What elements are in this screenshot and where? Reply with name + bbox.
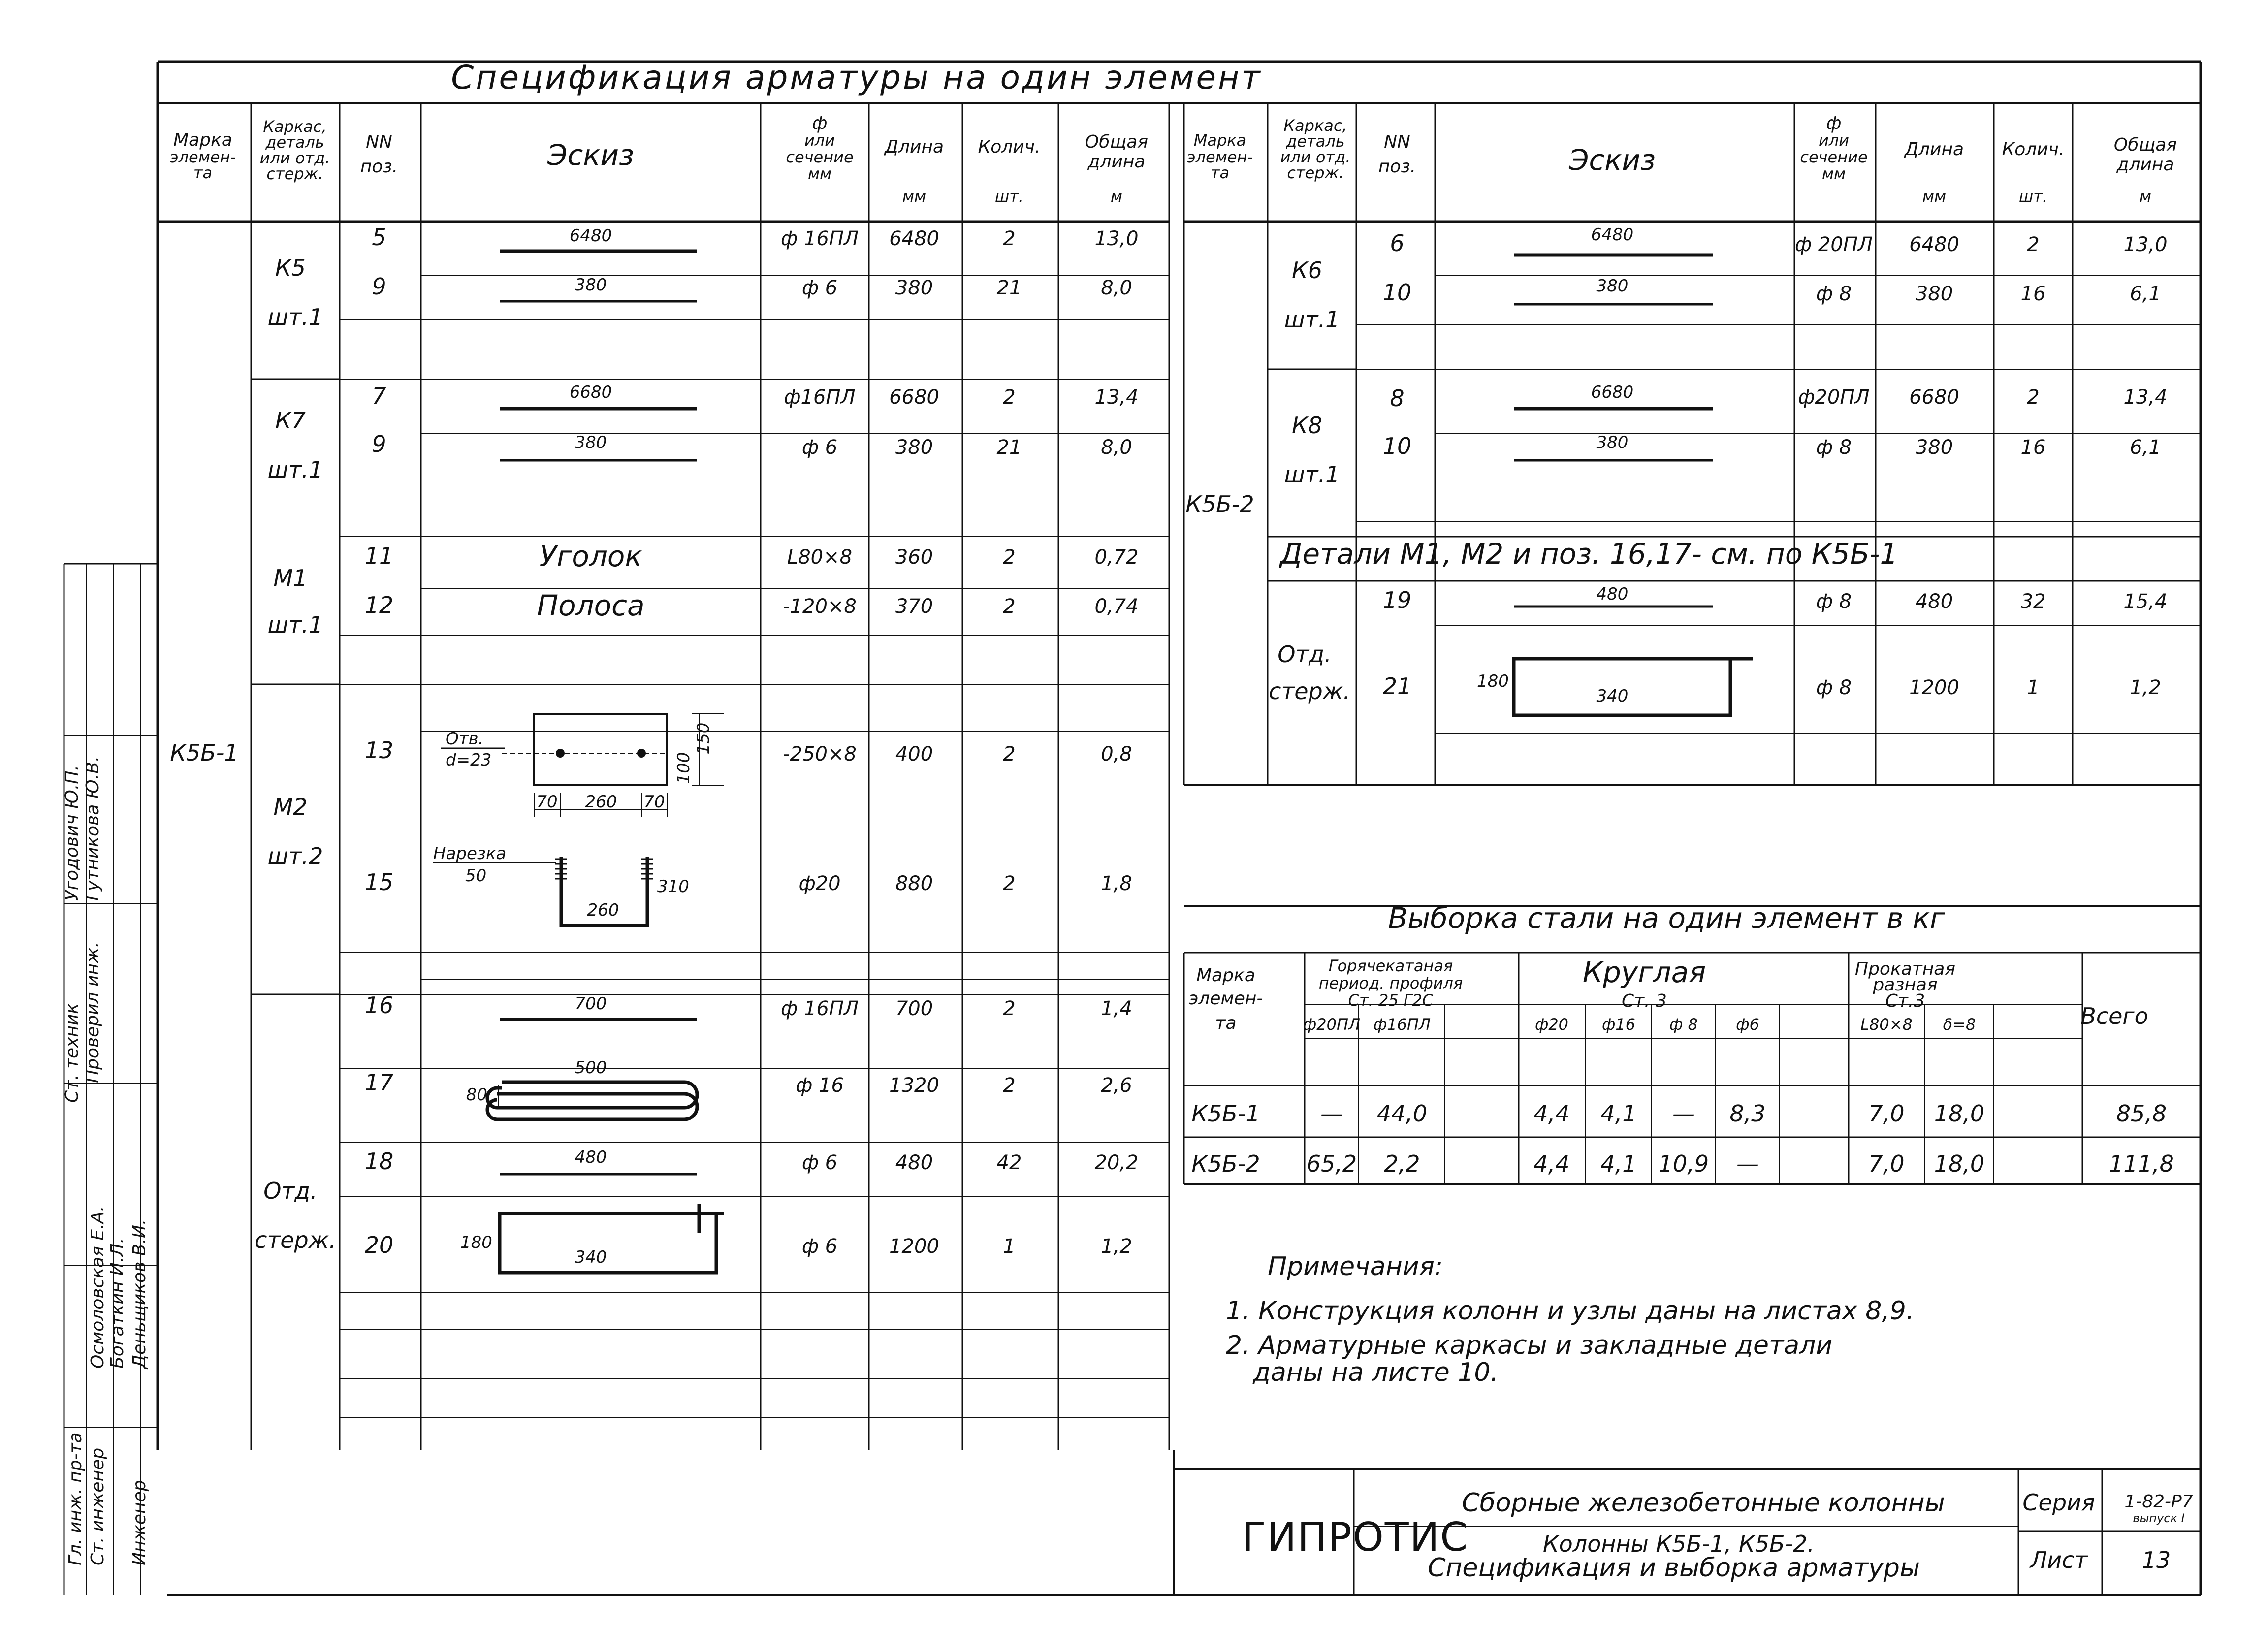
steel-cell-1-4: 4,4 [1533, 1150, 1570, 1177]
l-r10-length: 1320 [889, 1074, 939, 1097]
steel-h-rolled-2: разная [1873, 975, 1938, 995]
side-name-6: Деньщиков В.И. [129, 1219, 150, 1369]
l-r4-length: 380 [895, 436, 933, 459]
h-mark-3: та [193, 163, 213, 182]
l-r8-diam: ф20 [799, 872, 841, 895]
stamp-sub-1: Колонны К5Б-1, К5Б-2. [1543, 1531, 1815, 1557]
steel-h-mark-1: Марка [1196, 965, 1255, 986]
rh-diam-3: сечение [1800, 148, 1868, 166]
l-r2-length: 380 [895, 277, 933, 299]
right-rows [1383, 225, 2168, 700]
left-spec-header [170, 113, 1148, 206]
plate-outline [534, 714, 667, 785]
steel-sub-8: L80×8 [1860, 1015, 1913, 1034]
plate-dim-b: 260 [585, 792, 617, 812]
steel-h-rolled-1: Прокатная [1855, 959, 1955, 979]
steel-cell-1-10: 18,0 [1934, 1150, 1985, 1177]
h-sketch: Эскиз [547, 138, 634, 172]
r-r6-diam: ф 8 [1816, 676, 1852, 699]
rh-mark-2: элемен- [1187, 148, 1253, 166]
r-r2-qty: 16 [2020, 283, 2046, 305]
right-sketches [1477, 255, 1753, 715]
l-r9-pos: 16 [364, 992, 394, 1019]
rh-pos-2: поз. [1378, 157, 1416, 177]
r-r2-pos: 10 [1382, 279, 1412, 306]
group-m1-qty: шт.1 [267, 611, 323, 638]
l-r1-diam: ф 16ПЛ [781, 227, 859, 250]
l-r9-total: 1,4 [1101, 997, 1132, 1020]
note-2: 2. Арматурные каркасы и закладные детали [1226, 1331, 1833, 1360]
r-r2-sketch: 380 [1596, 276, 1629, 296]
steel-cell-1-0: К5Б-2 [1191, 1150, 1260, 1177]
group-rods-qty: стерж. [255, 1227, 336, 1253]
l-r11-qty: 42 [996, 1151, 1022, 1174]
steel-h-round-2: Ст. 3 [1622, 991, 1667, 1011]
steel-sub-0: ф20ПЛ [1303, 1015, 1361, 1034]
h-length-2: мм [902, 187, 926, 206]
h-mark-2: элемен- [170, 148, 236, 166]
stirrup-sketch-pos21 [1477, 659, 1753, 715]
steel-sub-3: ф20 [1534, 1015, 1569, 1034]
r-r5-total: 15,4 [2123, 590, 2168, 613]
l-r6-length: 370 [895, 595, 933, 618]
h-length-1: Длина [884, 137, 944, 157]
steel-cell-0-2: 44,0 [1376, 1100, 1428, 1127]
l-r9-diam: ф 16ПЛ [781, 997, 859, 1020]
l-r8-length: 880 [895, 872, 933, 895]
rh-total-3: м [2139, 187, 2152, 206]
rh-total-2: длина [2116, 155, 2174, 175]
stirrup-h: 180 [460, 1233, 492, 1252]
l-r12-total: 1,2 [1101, 1235, 1132, 1258]
l-r11-length: 480 [895, 1151, 933, 1174]
l-r9-sketch: 700 [575, 994, 607, 1014]
side-name-1: Угодович Ю.П. [62, 765, 82, 901]
h-total-1: Общая [1085, 132, 1149, 152]
rh-diam-4: мм [1821, 164, 1846, 183]
group-m1-label: М1 [273, 565, 308, 591]
steel-cell-1-12: 111,8 [2109, 1150, 2174, 1177]
h-total-3: м [1110, 187, 1123, 206]
l-r12-qty: 1 [1003, 1235, 1016, 1258]
r-r4-total: 6,1 [2130, 436, 2161, 459]
steel-h-total: Всего [2080, 1003, 2148, 1029]
l-r7-total: 0,8 [1101, 743, 1132, 766]
rh-diam-2: или [1818, 131, 1850, 150]
stirrup-w: 340 [575, 1247, 607, 1267]
steel-h-mark-2: элемен- [1188, 989, 1263, 1009]
r-r6-qty: 1 [2027, 676, 2040, 699]
group-k7-qty: шт.1 [267, 456, 323, 483]
h-diam-1: ф [812, 113, 828, 133]
r-r5-diam: ф 8 [1816, 590, 1852, 613]
l-r10-pos: 17 [364, 1069, 394, 1096]
steel-sub-5: ф 8 [1669, 1015, 1698, 1034]
h-frame-4: стерж. [266, 164, 323, 183]
h-qty-2: шт. [994, 187, 1024, 206]
right-mark: К5Б-2 [1185, 491, 1254, 517]
steel-cell-0-6: — [1672, 1100, 1695, 1127]
l-r6-total: 0,74 [1094, 595, 1139, 618]
rh-qty-1: Колич. [2002, 139, 2065, 160]
stirrup-shape [500, 1213, 716, 1273]
stirrup-sketch-pos20 [460, 1204, 724, 1273]
r-r3-pos: 8 [1390, 385, 1405, 412]
rh-length-1: Длина [1904, 139, 1964, 160]
l-r11-diam: ф 6 [801, 1151, 838, 1174]
l-r4-sketch: 380 [575, 433, 607, 452]
rh-frame-2: деталь [1286, 132, 1345, 151]
group-k6-label: К6 [1292, 257, 1322, 284]
steel-cell-1-5: 4,1 [1600, 1150, 1637, 1177]
r-r1-sketch: 6480 [1591, 225, 1634, 245]
side-role-1: Ст. техник [62, 1003, 82, 1103]
right-groups [1269, 257, 1350, 704]
steel-cell-0-12: 85,8 [2116, 1100, 2167, 1127]
r-r4-pos: 10 [1382, 433, 1412, 459]
steel-cell-0-10: 18,0 [1934, 1100, 1985, 1127]
l-r11-total: 20,2 [1094, 1151, 1139, 1174]
l-r3-pos: 7 [372, 383, 386, 409]
r-r1-total: 13,0 [2123, 233, 2168, 256]
notes-title: Примечания: [1268, 1252, 1443, 1281]
group-k5-label: К5 [275, 255, 306, 281]
l-r3-total: 13,4 [1094, 386, 1139, 409]
side-stamp [62, 756, 150, 1565]
l-r6-sketch: Полоса [537, 589, 645, 622]
steel-h-hot-1: Горячекатаная [1328, 957, 1453, 975]
r-r4-diam: ф 8 [1816, 436, 1852, 459]
l-r1-total: 13,0 [1094, 227, 1139, 250]
plate-dim-a: 70 [536, 792, 558, 812]
group-k5-qty: шт.1 [267, 304, 323, 330]
l-r5-diam: L80×8 [787, 546, 853, 569]
h-diam-4: мм [807, 164, 832, 183]
l-r7-qty: 2 [1003, 743, 1016, 766]
series-issue: выпуск I [2133, 1511, 2185, 1525]
series-value: 1-82-Р7 [2124, 1492, 2193, 1512]
steel-sub-4: ф16 [1601, 1015, 1636, 1034]
l-r7-pos: 13 [364, 737, 394, 764]
hairpin-a: 80 [466, 1085, 487, 1105]
l-r5-qty: 2 [1003, 546, 1016, 569]
l-r1-qty: 2 [1003, 227, 1016, 250]
l-r8-pos: 15 [364, 869, 394, 895]
sheet-number: 13 [2141, 1547, 2171, 1573]
l-r4-qty: 21 [996, 436, 1022, 459]
stamp-sub-2: Спецификация и выборка арматуры [1428, 1553, 1920, 1583]
rh-diam-1: ф [1826, 113, 1842, 133]
steel-cell-0-4: 4,4 [1533, 1100, 1570, 1127]
left-sketches [433, 251, 724, 1273]
r-r3-diam: ф20ПЛ [1798, 386, 1870, 409]
h-diam-3: сечение [786, 148, 854, 166]
l-r2-diam: ф 6 [801, 277, 838, 299]
r-r4-length: 380 [1915, 436, 1953, 459]
l-r3-diam: ф16ПЛ [784, 386, 856, 409]
h-qty-1: Колич. [978, 137, 1041, 157]
r-r3-length: 6680 [1909, 386, 1959, 409]
r-r3-qty: 2 [2027, 386, 2040, 409]
title-block [1242, 1488, 2193, 1583]
side-name-4: Осмоловская Е.А. [88, 1206, 108, 1369]
rh-sketch: Эскиз [1569, 143, 1656, 177]
steel-cell-0-1: — [1320, 1100, 1343, 1127]
l-r1-sketch: 6480 [569, 226, 612, 246]
group-rods-r-qty: стерж. [1269, 678, 1350, 704]
rh-frame-3: или отд. [1280, 148, 1351, 166]
stamp-title: Сборные железобетонные колонны [1462, 1488, 1945, 1518]
ubolt-cut-length: 50 [465, 866, 487, 886]
l-r3-sketch: 6680 [569, 383, 612, 402]
plate-sketch-pos13 [441, 714, 724, 817]
l-r4-diam: ф 6 [801, 436, 838, 459]
steel-h-hot-2: период. профиля [1318, 974, 1463, 992]
l-r11-sketch: 480 [575, 1148, 607, 1167]
r-r6-pos: 21 [1382, 673, 1412, 700]
l-r2-qty: 21 [996, 277, 1022, 299]
l-r2-total: 8,0 [1101, 277, 1132, 299]
r-r1-length: 6480 [1909, 233, 1959, 256]
group-k7-label: К7 [275, 407, 306, 434]
steel-sub-1: ф16ПЛ [1373, 1015, 1431, 1034]
rh-qty-2: шт. [2018, 187, 2048, 206]
hairpin-sketch-pos17 [466, 1082, 697, 1119]
steel-cell-1-9: 7,0 [1868, 1150, 1905, 1177]
l-r9-length: 700 [895, 997, 933, 1020]
side-role-2: Проверил инж. [83, 942, 103, 1083]
r-r5-pos: 19 [1382, 587, 1412, 613]
r-r5-length: 480 [1915, 590, 1953, 613]
h-frame-3: или отд. [259, 149, 330, 167]
l-r5-sketch: Уголок [539, 540, 642, 573]
h-diam-2: или [804, 131, 835, 150]
l-r12-pos: 20 [364, 1232, 394, 1258]
side-role-4: Ст. инженер [88, 1447, 108, 1565]
l-r4-total: 8,0 [1101, 436, 1132, 459]
notes [1226, 1252, 1914, 1387]
steel-cell-0-5: 4,1 [1600, 1100, 1637, 1127]
l-r11-pos: 18 [364, 1148, 394, 1175]
steel-subheaders [1303, 1015, 1976, 1034]
l-r10-total: 2,6 [1101, 1074, 1132, 1097]
rh-mark-3: та [1210, 163, 1230, 182]
plate-dim-h: 150 [694, 722, 713, 755]
r-r2-diam: ф 8 [1816, 283, 1852, 305]
l-r5-pos: 11 [364, 543, 394, 569]
l-r12-diam: ф 6 [801, 1235, 838, 1258]
steel-h-rolled-3: Ст.3 [1885, 991, 1925, 1011]
steel-title: Выборка стали на один элемент в кг [1388, 901, 1945, 935]
group-m2-label: М2 [273, 794, 308, 820]
series-label: Серия [2022, 1489, 2095, 1516]
h-frame-1: Каркас, [263, 117, 327, 136]
l-r3-length: 6680 [889, 386, 939, 409]
sheet-label: Лист [2030, 1547, 2088, 1573]
group-k8-qty: шт.1 [1284, 461, 1340, 488]
l-r5-total: 0,72 [1094, 546, 1139, 569]
r-r2-total: 6,1 [2130, 283, 2161, 305]
note-3: даны на листе 10. [1253, 1358, 1499, 1387]
steel-sub-6: ф6 [1736, 1015, 1759, 1034]
stirrup-r-h: 180 [1477, 671, 1509, 691]
steel-sub-9: δ=8 [1943, 1015, 1976, 1034]
plate-hole-label: Отв. [446, 729, 484, 749]
l-r2-sketch: 380 [575, 275, 607, 295]
stirrup-r-w: 340 [1596, 686, 1629, 706]
plate-hole-d: d=23 [446, 750, 492, 770]
steel-h-round-1: Круглая [1582, 956, 1706, 989]
l-r8-total: 1,8 [1101, 872, 1132, 895]
org-logo: ГИПРОТИС [1242, 1514, 1469, 1560]
side-role-6: Инженер [129, 1480, 150, 1565]
spec-title: Спецификация арматуры на один элемент [451, 59, 1262, 96]
r-r6-length: 1200 [1909, 676, 1959, 699]
h-frame-2: деталь [265, 133, 324, 152]
l-r6-qty: 2 [1003, 595, 1016, 618]
r-r3-total: 13,4 [2123, 386, 2168, 409]
ubolt-cut-label: Нарезка [433, 844, 507, 863]
h-pos-2: поз. [360, 157, 398, 177]
side-role-5: Гл. инж. пр-та [65, 1432, 86, 1565]
steel-cell-0-7: 8,3 [1729, 1100, 1766, 1127]
steel-cell-0-0: К5Б-1 [1191, 1100, 1260, 1127]
right-spec-header [1187, 113, 2177, 206]
ubolt-height: 310 [657, 877, 689, 896]
group-rods-label: Отд. [263, 1178, 318, 1204]
plate-dim-c: 70 [643, 792, 665, 812]
l-r10-qty: 2 [1003, 1074, 1016, 1097]
l-r4-pos: 9 [372, 431, 386, 457]
steel-h-hot-3: Ст. 25 Г2С [1348, 991, 1434, 1010]
steel-cell-1-1: 65,2 [1306, 1150, 1357, 1177]
l-r5-length: 360 [895, 546, 933, 569]
group-m2-qty: шт.2 [267, 843, 323, 869]
l-r2-pos: 9 [372, 273, 386, 300]
note-1: 1. Конструкция колонн и узлы даны на листах 8,9. [1226, 1296, 1915, 1326]
l-r6-pos: 12 [364, 592, 394, 618]
r-r1-diam: ф 20ПЛ [1795, 233, 1873, 256]
r-r2-length: 380 [1915, 283, 1953, 305]
h-total-2: длина [1087, 152, 1146, 172]
group-rods-r-label: Отд. [1278, 641, 1332, 668]
rh-frame-4: стерж. [1287, 163, 1344, 182]
l-r6-diam: -120×8 [783, 595, 857, 618]
rh-mark-1: Марка [1193, 131, 1246, 150]
r-r5-qty: 32 [2020, 590, 2046, 613]
steel-cell-0-9: 7,0 [1868, 1100, 1905, 1127]
rh-frame-1: Каркас, [1283, 116, 1347, 135]
l-r7-length: 400 [895, 743, 933, 766]
r-r4-sketch: 380 [1596, 433, 1629, 452]
rh-length-2: мм [1922, 187, 1947, 206]
steel-cell-1-6: 10,9 [1658, 1150, 1709, 1177]
steel-cell-1-2: 2,2 [1384, 1150, 1420, 1177]
l-r3-qty: 2 [1003, 386, 1016, 409]
l-r7-diam: -250×8 [783, 743, 857, 766]
left-groups [255, 255, 336, 1253]
rh-total-1: Общая [2113, 135, 2177, 155]
r-r1-qty: 2 [2027, 233, 2040, 256]
group-k6-qty: шт.1 [1284, 306, 1340, 333]
side-name-2: Гутникова Ю.В. [83, 756, 103, 901]
steel-cell-1-7: — [1736, 1150, 1759, 1177]
l-r1-length: 6480 [889, 227, 939, 250]
steel-rows [1191, 1100, 2174, 1177]
l-r1-pos: 5 [372, 224, 386, 251]
plate-dim-h2: 100 [674, 752, 694, 784]
r-r3-sketch: 6680 [1591, 383, 1634, 402]
l-r8-qty: 2 [1003, 872, 1016, 895]
l-r12-length: 1200 [889, 1235, 939, 1258]
h-mark-1: Марка [173, 130, 232, 150]
side-name-5: Богаткин И.Л. [107, 1238, 128, 1369]
rh-pos-1: NN [1384, 132, 1410, 152]
r-r5-sketch: 480 [1596, 584, 1629, 604]
l-r10-diam: ф 16 [796, 1074, 844, 1097]
h-pos-1: NN [366, 132, 392, 152]
r-r6-total: 1,2 [2130, 676, 2161, 699]
group-k8-label: К8 [1292, 412, 1322, 439]
ubolt-width: 260 [587, 900, 619, 920]
ubolt-sketch-pos15 [433, 844, 689, 926]
steel-h-mark-3: та [1215, 1013, 1237, 1033]
details-reference: Детали М1, М2 и поз. 16,17- см. по К5Б-1 [1280, 537, 1898, 571]
l-r9-qty: 2 [1003, 997, 1016, 1020]
r-r4-qty: 16 [2020, 436, 2046, 459]
r-r1-pos: 6 [1390, 230, 1405, 256]
left-mark: К5Б-1 [170, 739, 239, 766]
l-r10-sketch: 500 [575, 1058, 607, 1078]
